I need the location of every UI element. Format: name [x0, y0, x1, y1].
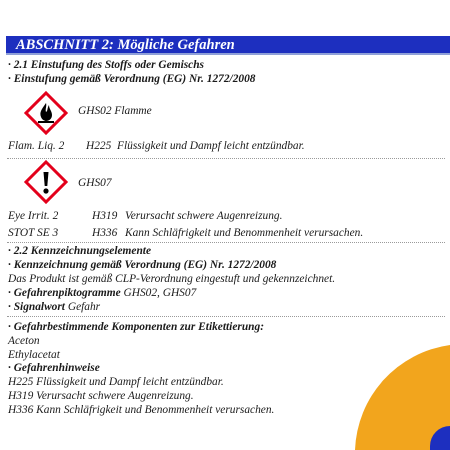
- section-2-1-heading: · 2.1 Einstufung des Stoffs oder Gemischs: [8, 59, 204, 71]
- divider: [7, 158, 445, 159]
- ghs02-label: GHS02 Flamme: [78, 105, 152, 117]
- flam-liq-text: Flüssigkeit und Dampf leicht entzündbar.: [117, 140, 305, 152]
- divider: [7, 242, 445, 243]
- divider: [7, 316, 445, 317]
- clp-text: Das Produkt ist gemäß CLP-Verordnung eingestuft und gekennzeichnet.: [8, 273, 336, 285]
- pictograms-label: · Gefahrenpiktogramme: [8, 287, 121, 299]
- stot-se-code: STOT SE 3: [8, 227, 59, 239]
- hazard-statement: H225 Flüssigkeit und Dampf leicht entzündbar.: [8, 376, 224, 388]
- eye-irrit-text: Verursacht schwere Augenreizung.: [125, 210, 283, 222]
- eye-irrit-code: Eye Irrit. 2: [8, 210, 59, 222]
- eye-irrit-h-code: H319: [92, 210, 118, 222]
- classification-heading: · Einstufung gemäß Verordnung (EG) Nr. 1272/2008: [8, 73, 256, 85]
- flam-liq-h-code: H225: [86, 140, 112, 152]
- stot-se-h-code: H336: [92, 227, 118, 239]
- stot-se-text: Kann Schläfrigkeit und Benommenheit verursachen.: [125, 227, 364, 239]
- section-header: ABSCHNITT 2: Mögliche Gefahren: [6, 36, 450, 55]
- section-2-2-heading: · 2.2 Kennzeichnungselemente: [8, 245, 152, 257]
- labelling-heading: · Kennzeichnung gemäß Verordnung (EG) Nr. 1272/2008: [8, 259, 277, 271]
- hazard-statements-heading: · Gefahrenhinweise: [8, 362, 100, 374]
- pictograms-value: GHS02, GHS07: [123, 287, 197, 299]
- signal-word-line: [8, 301, 100, 314]
- component-item: Ethylacetat: [8, 349, 60, 361]
- hazard-statement: H336 Kann Schläfrigkeit und Benommenheit verursachen.: [8, 404, 275, 416]
- exclamation-pictogram-icon: [24, 160, 68, 204]
- pictograms-line: [8, 287, 196, 300]
- flam-liq-code: Flam. Liq. 2: [8, 140, 65, 152]
- signal-word-value: Gefahr: [67, 301, 101, 313]
- components-heading: · Gefahrbestimmende Komponenten zur Etikettierung:: [8, 321, 264, 333]
- ghs07-label: GHS07: [78, 177, 112, 189]
- flame-pictogram-icon: [24, 91, 68, 135]
- hazard-statement: H319 Verursacht schwere Augenreizung.: [8, 390, 194, 402]
- component-item: Aceton: [8, 335, 40, 347]
- signal-word-label: · Signalwort: [8, 301, 65, 313]
